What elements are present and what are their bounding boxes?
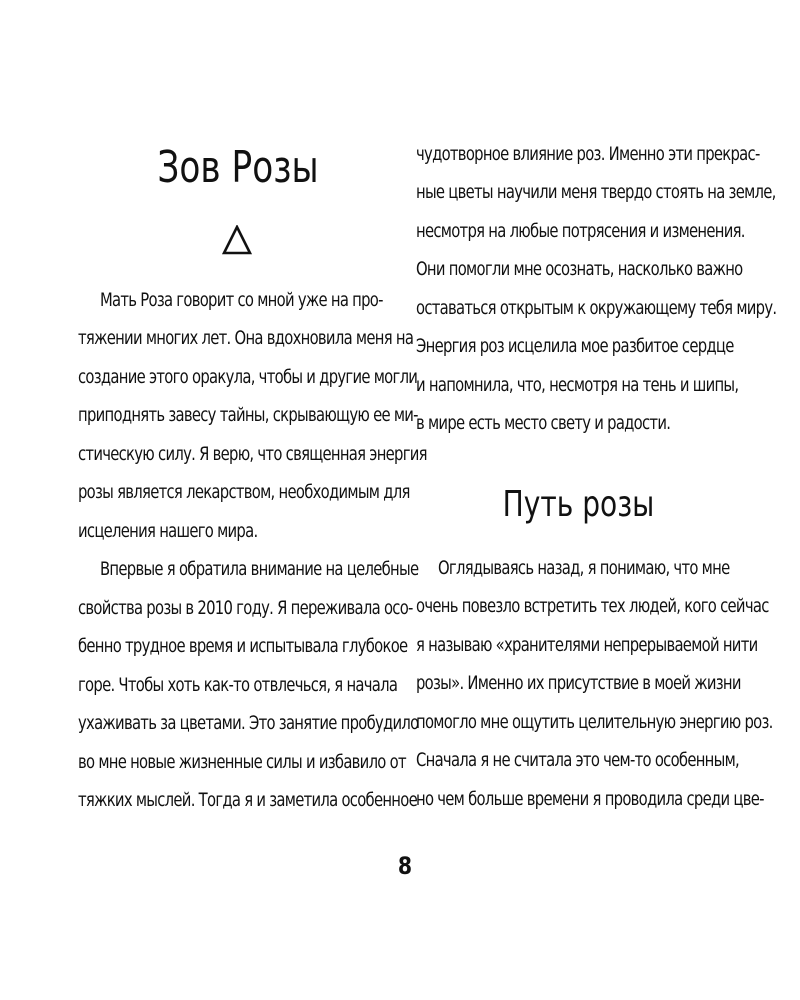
text-line: Они помогли мне осознать, насколько важно (416, 259, 743, 280)
text-line: Впервые я обратила внимание на целебные (100, 559, 419, 580)
text-line: помогло мне ощутить целительную энергию роз. (416, 712, 773, 733)
text-line: во мне новые жизненные силы и избавило от (78, 752, 406, 773)
text-line: ные цветы научили меня твердо стоять на земле, (416, 182, 776, 203)
text-line: исцеления нашего мира. (78, 521, 258, 542)
text-line: тяжких мыслей. Тогда я и заметила особенное (78, 790, 417, 811)
text-line: и напомнила, что, несмотря на тень и шипы, (416, 375, 739, 396)
text-line: приподнять завесу тайны, скрывающую ее ми- (78, 405, 418, 426)
text-line: Сначала я не считала это чем-то особенным, (416, 750, 740, 771)
right-column (416, 130, 777, 830)
text-line: розы является лекарством, необходимым для (78, 482, 410, 503)
text-line: я называю «хранителями непрерываемой нити (416, 635, 758, 656)
text-line: очень повезло встретить тех людей, кого сейчас (416, 596, 769, 617)
text-line: но чем больше времени я проводила среди цве- (416, 789, 764, 810)
section-title: Путь розы (502, 484, 655, 525)
text-line: горе. Чтобы хоть как-то отвлечься, я начала (78, 675, 398, 696)
text-line: оставаться открытым к окружающему тебя миру. (416, 298, 777, 319)
text-line: несмотря на любые потрясения и изменения. (416, 221, 745, 242)
page-number: 8 (397, 852, 413, 880)
text-line: розы». Именно их присутствие в моей жизни (416, 673, 741, 694)
text-line: создание этого оракула, чтобы и другие могли (78, 367, 418, 388)
chapter-title: Зов Розы (157, 142, 319, 193)
text-line: бенно трудное время и испытывала глубокое (78, 636, 408, 657)
left-column (78, 120, 427, 820)
text-line: чудотворное влияние роз. Именно эти прекрас- (416, 144, 760, 165)
text-line: ухаживать за цветами. Это занятие пробудило (78, 713, 419, 734)
text-line: стическую силу. Я верю, что священная энергия (78, 444, 427, 465)
text-line: в мире есть место свету и радости. (416, 413, 671, 434)
text-line: свойства розы в 2010 году. Я переживала осо- (78, 598, 413, 619)
text-line: Энергия роз исцелила мое разбитое сердце (416, 336, 734, 357)
triangle-icon (222, 225, 252, 255)
text-line: тяжении многих лет. Она вдохновила меня на (78, 328, 414, 349)
text-line: Мать Роза говорит со мной уже на про- (100, 290, 383, 311)
text-line: Оглядываясь назад, я понимаю, что мне (438, 558, 730, 579)
